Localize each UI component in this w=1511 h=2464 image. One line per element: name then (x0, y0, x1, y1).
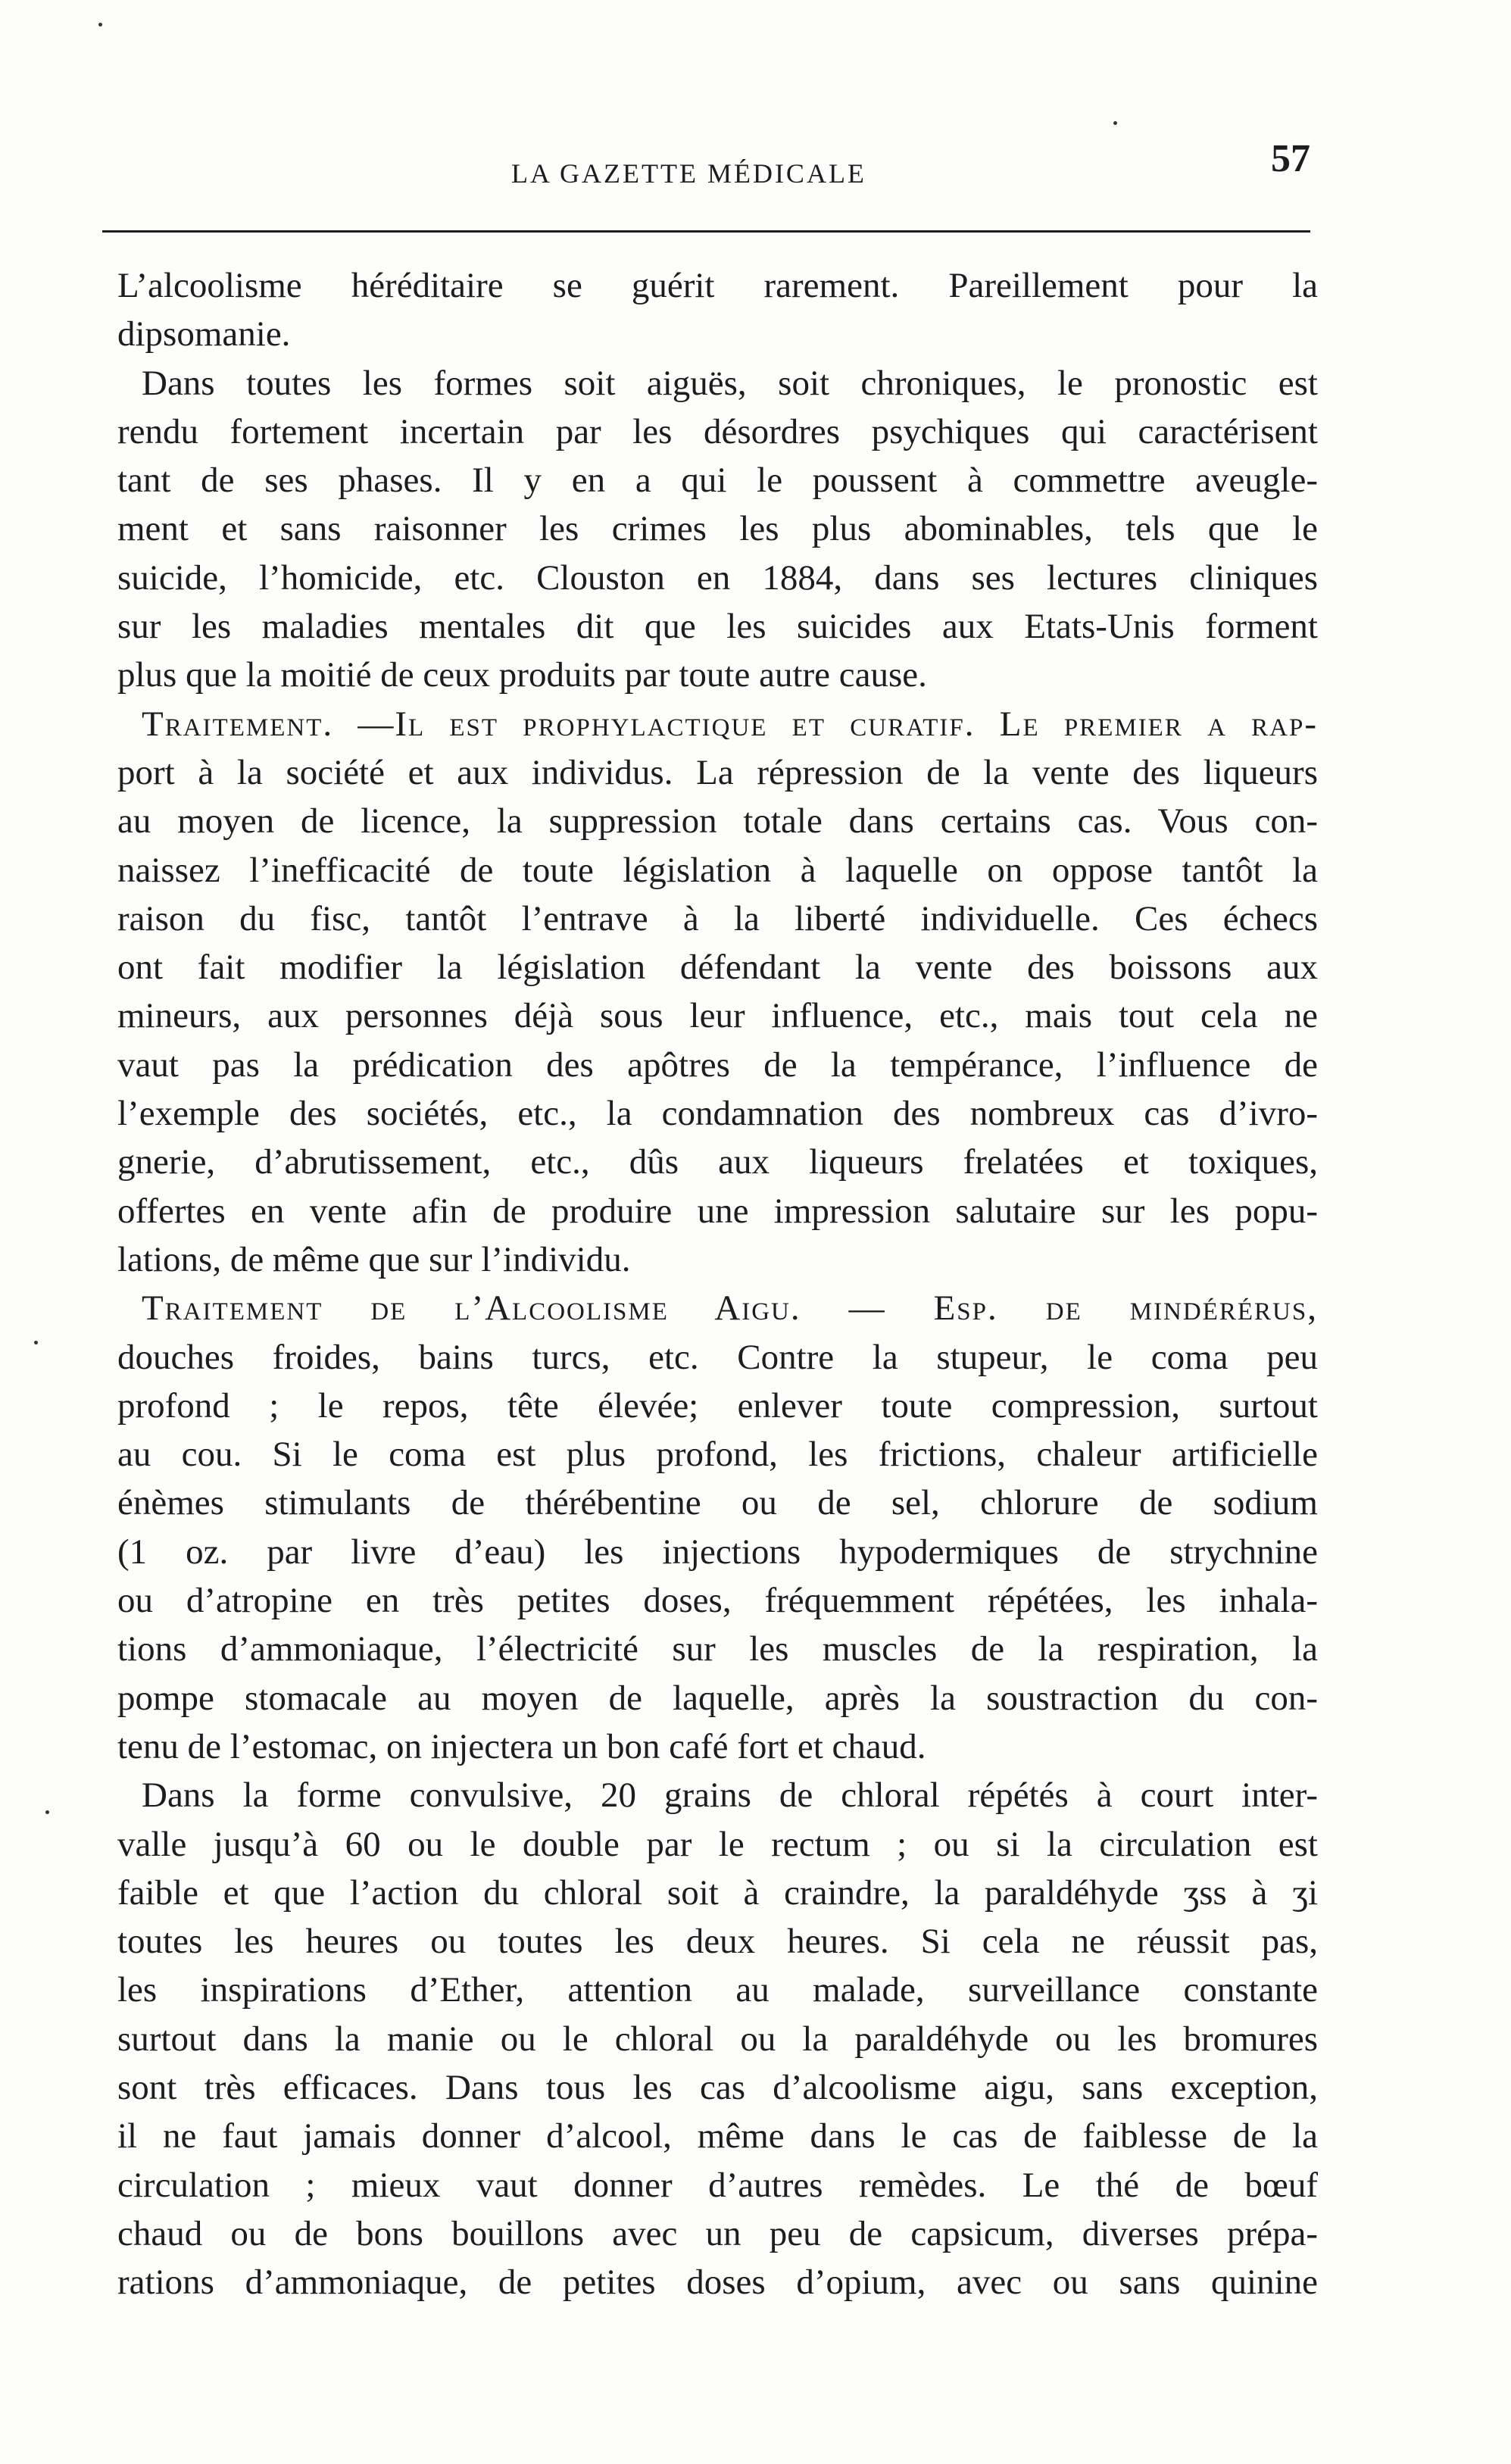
header-rule (102, 230, 1310, 233)
text-line: tions d’ammoniaque, l’électricité sur les muscles de la respiration, la (117, 1629, 1318, 1669)
text-line: port à la société et aux individus. La répression de la vente des liqueurs (117, 752, 1318, 792)
text-line: naissez l’inefficacité de toute législation à laquelle on oppose tantôt la (117, 850, 1318, 890)
text-line: sont très efficaces. Dans tous les cas d’alcoolisme aigu, sans exception, (117, 2067, 1318, 2107)
text-line: valle jusqu’à 60 ou le double par le rectum ; ou si la circulation est (117, 1824, 1318, 1864)
text-line: tant de ses phases. Il y en a qui le poussent à commettre aveugle- (117, 461, 1318, 501)
text-line: dipsomanie. (117, 314, 291, 354)
text-line: il ne faut jamais donner d’alcool, même dans le cas de faiblesse de la (117, 2116, 1318, 2156)
body-text (117, 261, 1318, 2306)
text-line: offertes en vente afin de produire une impression salutaire sur les popu- (117, 1191, 1318, 1231)
text-line: Traitement. —Il est prophylactique et curatif. Le premier a rap- (142, 704, 1318, 744)
text-line: pompe stomacale au moyen de laquelle, après la soustraction du con- (117, 1678, 1318, 1718)
print-speck (1113, 121, 1117, 125)
text-line: faible et que l’action du chloral soit à craindre, la paraldéhyde ʒss à ʒi (117, 1872, 1318, 1913)
text-line: ont fait modifier la législation défendant la vente des boissons aux (117, 948, 1318, 988)
text-line: Dans toutes les formes soit aiguës, soit chroniques, le pronostic est (142, 363, 1318, 403)
text-line: l’exemple des sociétés, etc., la condamnation des nombreux cas d’ivro- (117, 1094, 1318, 1134)
text-line: gnerie, d’abrutissement, etc., dûs aux liqueurs frelatées et toxiques, (117, 1142, 1318, 1182)
text-line: rations d’ammoniaque, de petites doses d’opium, avec ou sans quinine (117, 2263, 1318, 2303)
text-line: surtout dans la manie ou le chloral ou la paraldéhyde ou les bromures (117, 2019, 1318, 2059)
running-title: LA GAZETTE MÉDICALE (511, 158, 866, 189)
text-line: lations, de même que sur l’individu. (117, 1239, 631, 1279)
text-line: rendu fortement incertain par les désordres psychiques qui caractérisent (117, 411, 1318, 451)
text-line: ment et sans raisonner les crimes les plus abominables, tels que le (117, 509, 1318, 549)
text-line: ou d’atropine en très petites doses, fréquemment répétées, les inhala- (117, 1581, 1318, 1621)
text-line: douches froides, bains turcs, etc. Contre la stupeur, le coma peu (117, 1337, 1318, 1377)
page-number: 57 (1271, 137, 1310, 180)
text-line: au cou. Si le coma est plus profond, les frictions, chaleur artificielle (117, 1435, 1318, 1475)
text-line: circulation ; mieux vaut donner d’autres remèdes. Le thé de bœuf (117, 2165, 1318, 2205)
text-line: plus que la moitié de ceux produits par toute autre cause. (117, 655, 927, 695)
text-line: Traitement de l’Alcoolisme Aigu. — Esp. de mindérérus, (142, 1288, 1318, 1329)
print-speck (34, 1341, 38, 1344)
text-line: suicide, l’homicide, etc. Clouston en 1884, dans ses lectures cliniques (117, 557, 1318, 598)
text-line: profond ; le repos, tête élevée; enlever toute compression, surtout (117, 1385, 1318, 1426)
text-line: au moyen de licence, la suppression totale dans certains cas. Vous con- (117, 801, 1318, 842)
print-speck (45, 1810, 49, 1814)
text-line: énèmes stimulants de thérébentine ou de sel, chlorure de sodium (117, 1483, 1318, 1523)
text-line: toutes les heures ou toutes les deux heures. Si cela ne réussit pas, (117, 1922, 1318, 1962)
page-header (102, 136, 1310, 205)
text-line: chaud ou de bons bouillons avec un peu de capsicum, diverses prépa- (117, 2213, 1318, 2253)
text-line: (1 oz. par livre d’eau) les injections hypodermiques de strychnine (117, 1532, 1318, 1572)
text-line: vaut pas la prédication des apôtres de la tempérance, l’influence de (117, 1045, 1318, 1085)
text-line: les inspirations d’Ether, attention au malade, surveillance constante (117, 1970, 1318, 2010)
text-line: Dans la forme convulsive, 20 grains de chloral répétés à court inter- (142, 1775, 1318, 1816)
text-line: tenu de l’estomac, on injectera un bon café fort et chaud. (117, 1726, 926, 1766)
text-line: raison du fisc, tantôt l’entrave à la liberté individuelle. Ces échecs (117, 898, 1318, 938)
text-line: mineurs, aux personnes déjà sous leur influence, etc., mais tout cela ne (117, 996, 1318, 1036)
text-line: L’alcoolisme héréditaire se guérit rarement. Pareillement pour la (117, 266, 1318, 305)
print-speck (98, 23, 102, 27)
text-line: sur les maladies mentales dit que les suicides aux Etats-Unis forment (117, 607, 1318, 647)
